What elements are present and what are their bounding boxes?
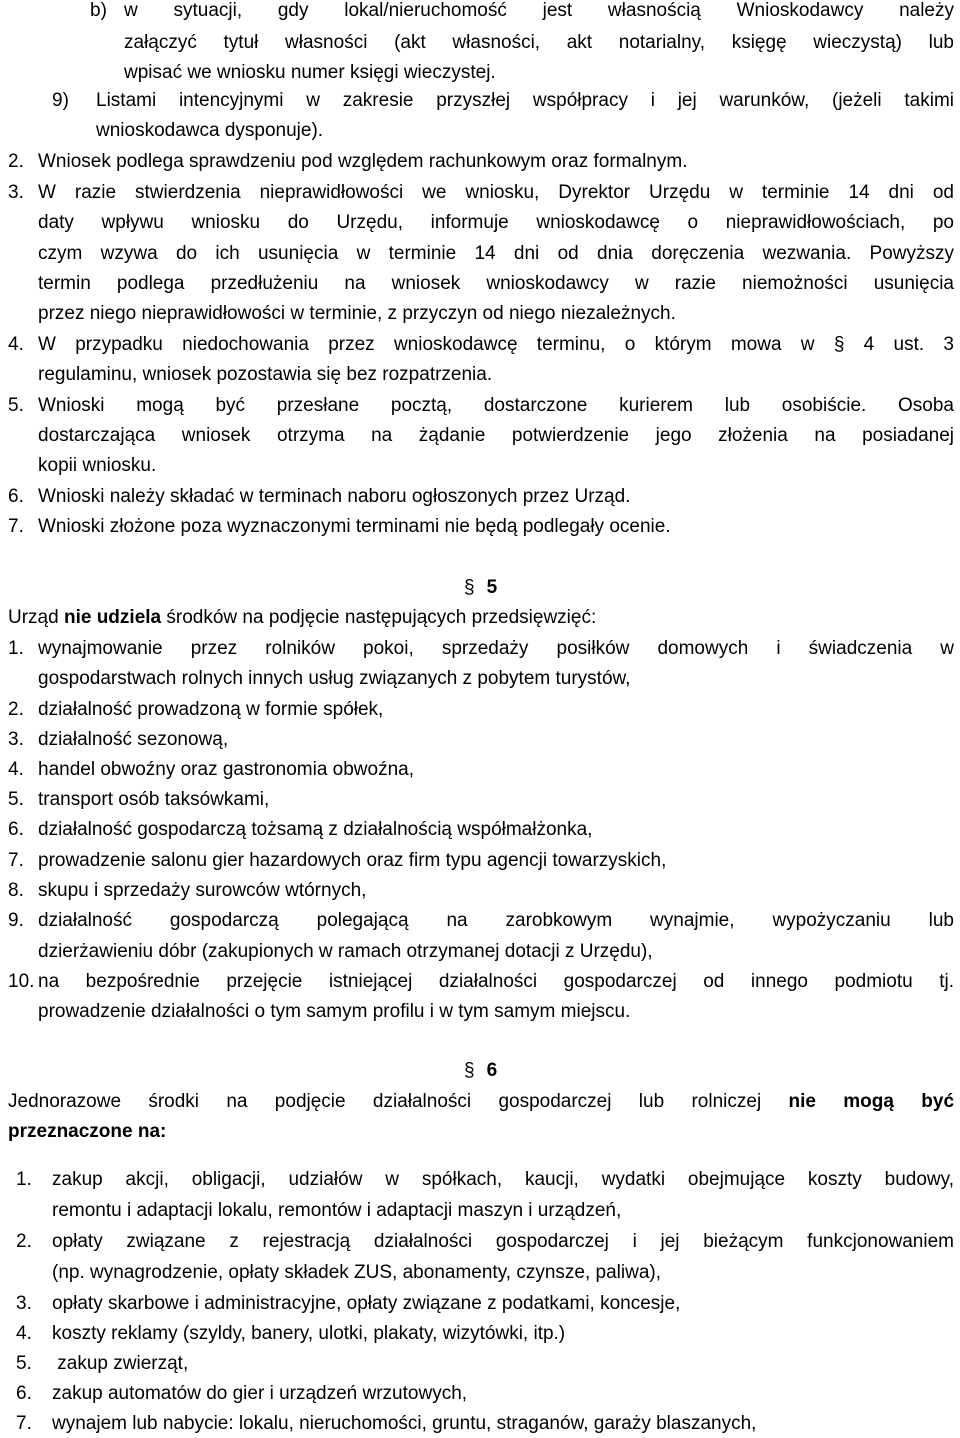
list-marker: 4. bbox=[8, 334, 24, 355]
section-number: 6 bbox=[486, 1060, 498, 1081]
intro-text: środków na podjęcie następujących przedsięwzięć: bbox=[161, 607, 597, 628]
intro-text: Urząd bbox=[8, 607, 64, 628]
intro-emphasis: nie udziela bbox=[63, 607, 162, 628]
list-marker: 2. bbox=[8, 699, 24, 720]
list-item-line: daty wpływu wniosku do Urzędu, informuje wnioskodawcę o nieprawidłowościach, po bbox=[38, 212, 954, 233]
list-marker: 2. bbox=[8, 151, 24, 172]
list-item-line: dostarczająca wniosek otrzyma na żądanie potwierdzenie jego złożenia na posiadanej bbox=[38, 425, 954, 446]
list-marker: 1. bbox=[8, 638, 24, 659]
section-intro bbox=[8, 607, 596, 629]
list-item-line: zakup automatów do gier i urządzeń wrzutowych, bbox=[52, 1383, 468, 1404]
list-item-line: W przypadku niedochowania przez wnioskodawcę terminu, o którym mowa w § 4 ust. 3 bbox=[38, 334, 954, 355]
list-item-line: działalność gospodarczą polegającą na zarobkowym wynajmie, wypożyczaniu lub bbox=[38, 910, 954, 931]
list-marker: 5. bbox=[8, 395, 24, 416]
list-item-line: Wniosek podlega sprawdzeniu pod względem rachunkowym oraz formalnym. bbox=[38, 151, 688, 172]
paragraph-sign: § bbox=[464, 1060, 475, 1081]
list-item-line: handel obwoźny oraz gastronomia obwoźna, bbox=[38, 759, 415, 780]
list-marker: 9. bbox=[8, 910, 24, 931]
list-item-line: gospodarstwach rolnych innych usług związanych z pobytem turystów, bbox=[38, 668, 631, 689]
list-marker: 7. bbox=[16, 1413, 32, 1434]
list-item-line: opłaty związane z rejestracją działalności gospodarczej i jej bieżącym funkcjonowaniem bbox=[52, 1231, 954, 1252]
list-marker: 10. bbox=[8, 971, 35, 992]
list-item-line: w sytuacji, gdy lokal/nieruchomość jest własnością Wnioskodawcy należy bbox=[124, 0, 954, 21]
list-item-line: na bezpośrednie przejęcie istniejącej działalności gospodarczej od innego podmiotu tj. bbox=[38, 971, 954, 992]
list-item-line: prowadzenie salonu gier hazardowych oraz firm typu agencji towarzyskich, bbox=[38, 850, 667, 871]
list-item-line: transport osób taksówkami, bbox=[38, 789, 270, 810]
list-item-line: wnioskodawca dysponuje). bbox=[96, 120, 324, 141]
list-marker: 3. bbox=[8, 729, 24, 750]
list-marker: 6. bbox=[8, 486, 24, 507]
intro-text: Jednorazowe środki na podjęcie działalności gospodarczej lub rolniczej bbox=[8, 1091, 789, 1112]
list-item-line: zakup akcji, obligacji, udziałów w spółkach, kaucji, wydatki obejmujące koszty budowy, bbox=[52, 1169, 954, 1190]
list-item-line: wynajem lub nabycie: lokalu, nieruchomości, gruntu, straganów, garaży blaszanych, bbox=[52, 1413, 757, 1434]
list-item-line: załączyć tytuł własności (akt własności, akt notarialny, księgę wieczystą) lub bbox=[124, 32, 954, 53]
list-item-line: opłaty skarbowe i administracyjne, opłaty związane z podatkami, koncesje, bbox=[52, 1293, 681, 1314]
list-item-line: remontu i adaptacji lokalu, remontów i adaptacji maszyn i urządzeń, bbox=[52, 1200, 622, 1221]
section-heading bbox=[464, 577, 497, 599]
list-item-line: termin podlega przedłużeniu na wniosek wnioskodawcy w razie niemożności usunięcia bbox=[38, 273, 954, 294]
list-marker: 2. bbox=[16, 1231, 32, 1252]
paragraph-sign: § bbox=[464, 577, 475, 598]
list-marker: b) bbox=[90, 0, 107, 21]
section-intro bbox=[8, 1121, 166, 1143]
list-item-line: W razie stwierdzenia nieprawidłowości we wniosku, Dyrektor Urzędu w terminie 14 dni od bbox=[38, 182, 954, 203]
list-item-line: działalność sezonową, bbox=[38, 729, 229, 750]
list-marker: 4. bbox=[8, 759, 24, 780]
list-item-line: skupu i sprzedaży surowców wtórnych, bbox=[38, 880, 367, 901]
list-item-line: wpisać we wniosku numer księgi wieczystej. bbox=[124, 62, 496, 83]
section-intro bbox=[8, 1091, 954, 1113]
list-marker: 5. bbox=[8, 789, 24, 810]
list-item-line: czym wzywa do ich usunięcia w terminie 14 dni od dnia doręczenia wezwania. Powyższy bbox=[38, 243, 954, 264]
section-number: 5 bbox=[486, 577, 498, 598]
list-marker: 3. bbox=[16, 1293, 32, 1314]
list-item-line: regulaminu, wniosek pozostawia się bez rozpatrzenia. bbox=[38, 364, 493, 385]
list-marker: 5. bbox=[16, 1353, 32, 1374]
list-item-line: Listami intencyjnymi w zakresie przyszłej współpracy i jej warunków, (jeżeli takimi bbox=[96, 90, 954, 111]
list-marker: 6. bbox=[16, 1383, 32, 1404]
list-item-line: koszty reklamy (szyldy, banery, ulotki, plakaty, wizytówki, itp.) bbox=[52, 1323, 566, 1344]
list-item-line: Wnioski należy składać w terminach naboru ogłoszonych przez Urząd. bbox=[38, 486, 631, 507]
list-item-line: przez niego nieprawidłowości w terminie, z przyczyn od niego niezależnych. bbox=[38, 303, 676, 324]
list-marker: 7. bbox=[8, 850, 24, 871]
list-item-line: Wnioski mogą być przesłane pocztą, dostarczone kurierem lub osobiście. Osoba bbox=[38, 395, 954, 416]
list-marker: 6. bbox=[8, 819, 24, 840]
list-marker: 3. bbox=[8, 182, 24, 203]
list-item-line: zakup zwierząt, bbox=[52, 1353, 189, 1374]
intro-emphasis: przeznaczone na: bbox=[8, 1121, 167, 1142]
list-item-line: kopii wniosku. bbox=[38, 455, 157, 476]
list-marker: 4. bbox=[16, 1323, 32, 1344]
list-item-line: działalność gospodarczą tożsamą z działalnością współmałżonka, bbox=[38, 819, 593, 840]
list-item-line: (np. wynagrodzenie, opłaty składek ZUS, abonamenty, czynsze, paliwa), bbox=[52, 1262, 662, 1283]
list-item-line: Wnioski złożone poza wyznaczonymi terminami nie będą podlegały ocenie. bbox=[38, 516, 671, 537]
list-marker: 8. bbox=[8, 880, 24, 901]
list-item-line: prowadzenie działalności o tym samym profilu i w tym samym miejscu. bbox=[38, 1001, 631, 1022]
list-item-line: działalność prowadzoną w formie spółek, bbox=[38, 699, 384, 720]
intro-emphasis: nie mogą być bbox=[788, 1091, 955, 1112]
list-item-line: dzierżawieniu dóbr (zakupionych w ramach otrzymanej dotacji z Urzędu), bbox=[38, 941, 653, 962]
list-marker: 7. bbox=[8, 516, 24, 537]
list-marker: 9) bbox=[52, 90, 69, 111]
list-marker: 1. bbox=[16, 1169, 32, 1190]
list-item-line: wynajmowanie przez rolników pokoi, sprzedaży posiłków domowych i świadczenia w bbox=[38, 638, 954, 659]
section-heading bbox=[464, 1060, 497, 1082]
